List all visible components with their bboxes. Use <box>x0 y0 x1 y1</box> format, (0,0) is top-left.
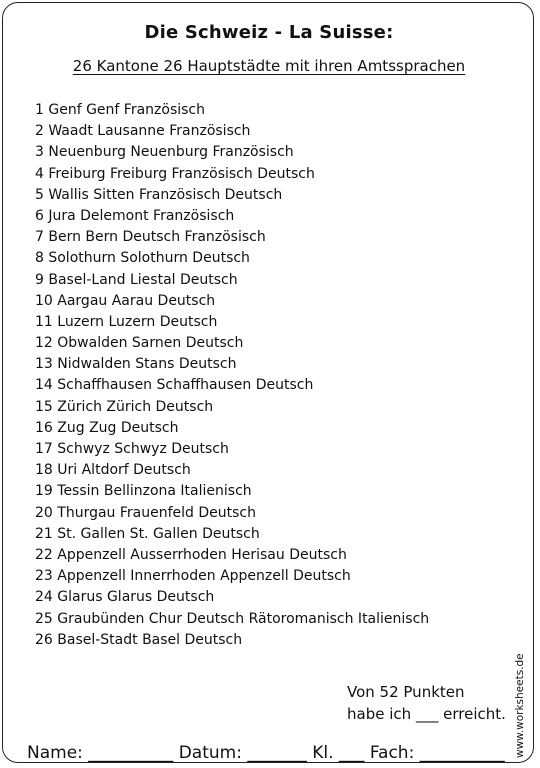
list-item: 21 St. Gallen St. Gallen Deutsch <box>35 525 260 542</box>
footer-fields: Name: __________ Datum: _______ Kl. ___ Fach: __________ <box>27 743 505 763</box>
list-item: 19 Tessin Bellinzona Italienisch <box>35 483 252 500</box>
list-item: 5 Wallis Sitten Französisch Deutsch <box>35 186 283 203</box>
score-line-1: Von 52 Punkten <box>347 683 465 701</box>
list-item: 6 Jura Delemont Französisch <box>35 207 235 224</box>
page-title: Die Schweiz - La Suisse: <box>144 22 394 43</box>
list-item: 16 Zug Zug Deutsch <box>35 419 179 436</box>
list-item: 23 Appenzell Innerrhoden Appenzell Deutsch <box>35 568 351 585</box>
list-item: 13 Nidwalden Stans Deutsch <box>35 356 237 373</box>
list-item: 18 Uri Altdorf Deutsch <box>35 462 191 479</box>
canton-list <box>35 100 429 651</box>
page-subtitle: 26 Kantone 26 Hauptstädte mit ihren Amtssprachen <box>72 57 466 75</box>
list-item: 24 Glarus Glarus Deutsch <box>35 589 215 606</box>
list-item: 25 Graubünden Chur Deutsch Rätoromanisch Italienisch <box>35 610 430 627</box>
list-item: 11 Luzern Luzern Deutsch <box>35 313 218 330</box>
list-item: 9 Basel-Land Liestal Deutsch <box>35 271 238 288</box>
score-block <box>347 681 506 725</box>
list-item: 22 Appenzell Ausserrhoden Herisau Deutsch <box>35 546 347 563</box>
list-item: 12 Obwalden Sarnen Deutsch <box>35 335 244 352</box>
list-item: 3 Neuenburg Neuenburg Französisch <box>35 144 294 161</box>
list-item: 26 Basel-Stadt Basel Deutsch <box>35 631 243 648</box>
list-item: 4 Freiburg Freiburg Französisch Deutsch <box>35 165 315 182</box>
list-item: 8 Solothurn Solothurn Deutsch <box>35 250 250 267</box>
worksheet-frame <box>2 2 534 763</box>
score-line-2: habe ich ___ erreicht. <box>347 705 506 723</box>
watermark-url: www.worksheets.de <box>514 653 526 758</box>
list-item: 7 Bern Bern Deutsch Französisch <box>35 229 266 246</box>
list-item: 2 Waadt Lausanne Französisch <box>35 123 251 140</box>
list-item: 1 Genf Genf Französisch <box>35 102 205 118</box>
list-item: 17 Schwyz Schwyz Deutsch <box>35 441 229 457</box>
list-item: 15 Zürich Zürich Deutsch <box>35 398 214 415</box>
list-item: 14 Schaffhausen Schaffhausen Deutsch <box>35 377 314 394</box>
list-item: 10 Aargau Aarau Deutsch <box>35 292 216 309</box>
list-item: 20 Thurgau Frauenfeld Deutsch <box>35 504 256 521</box>
